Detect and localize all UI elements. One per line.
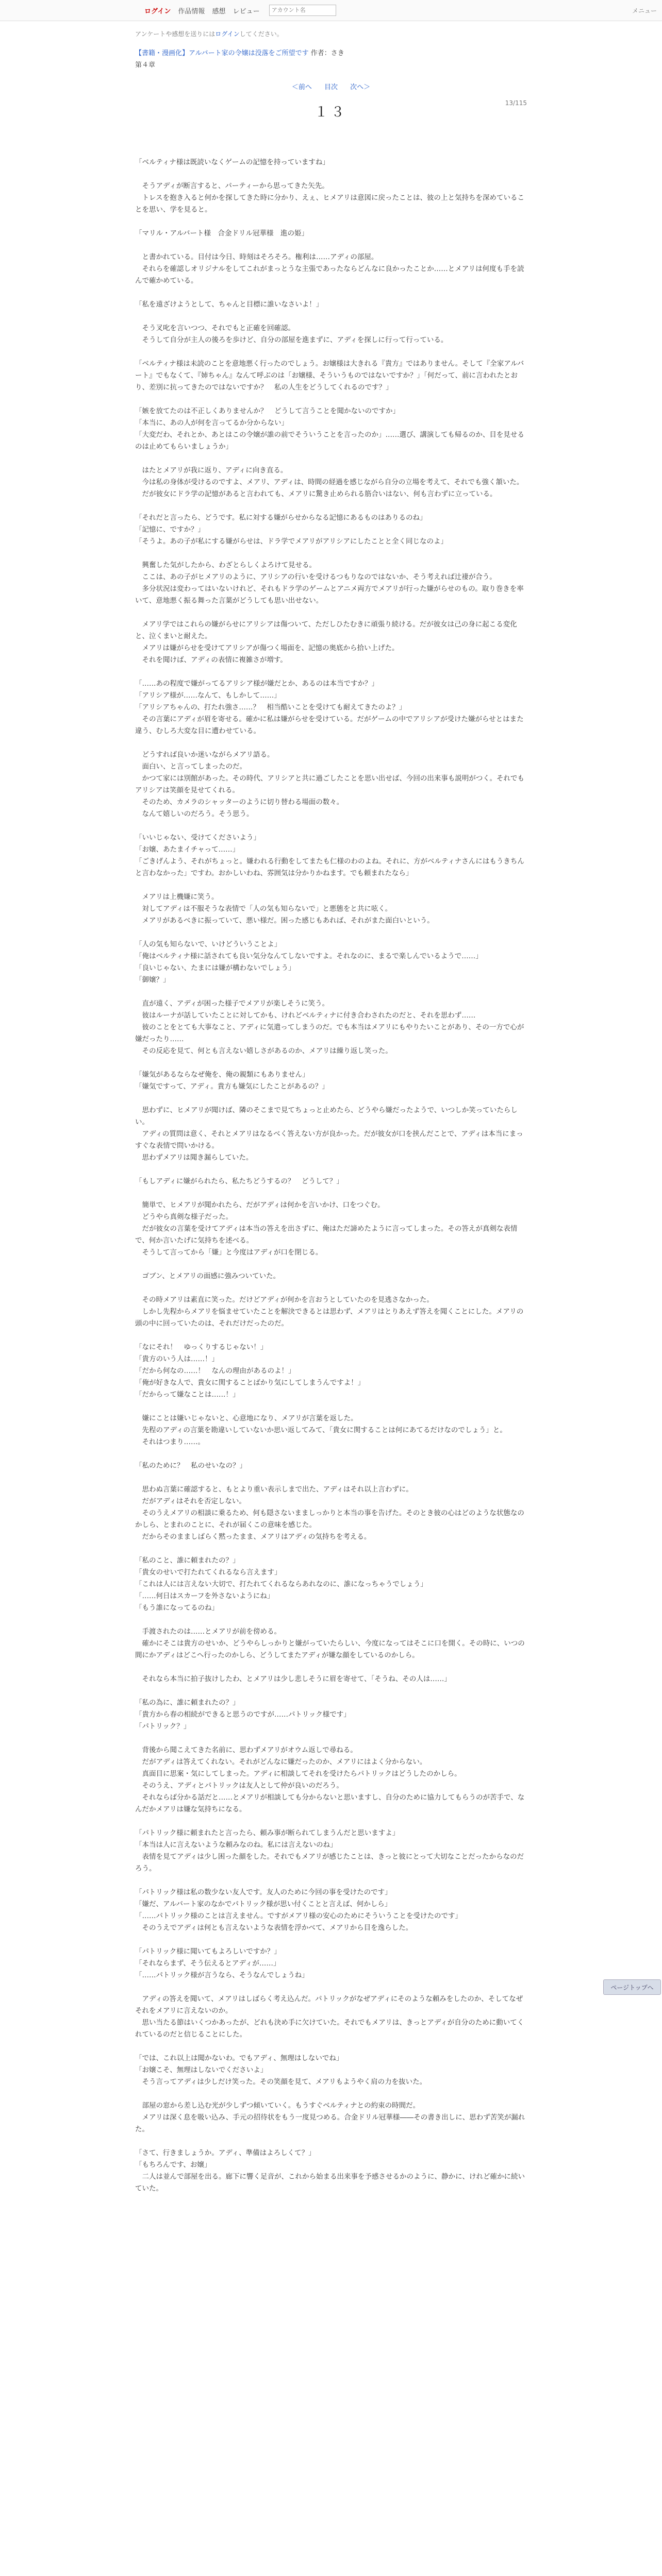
menu-link[interactable]: メニュー [632, 7, 657, 14]
body-paragraph: 「私の為に、誰に頼まれたの？」 「貴方から春の相続ができると思うのですが……パトリック様です」 「パトリック？」 [135, 1699, 351, 1731]
author-name: 作者：さき [310, 49, 344, 57]
page-number: 13/115 [505, 99, 527, 107]
body-paragraph: 「ベルティナ様は既読いなくゲームの記憶を持っていますね」 [135, 158, 329, 166]
body-paragraph: ゴブン、とメアリの面感に強みついていた。 [135, 1272, 280, 1280]
nav-work-info[interactable]: 作品情報 [178, 7, 205, 15]
body-paragraph: アディの答えを聞いて、メアリはしばらく考え込んだ。パトリックがなぜアディにそのような頼みをしたのか、そしてなぜそれをメアリに言えないのか。 思い当たる節はいくつかあったが、どれも決め手に欠けていた。それでもメアリは、きっとアディが自分のために動いてくれているのだと信じることにした。 [135, 1995, 524, 2039]
chapter-label: 第４章 [135, 61, 156, 69]
body-paragraph: 思わぬ言葉に確認すると、もとより重い表示しまで出た、アディはそれ以上言わずに。 だがアディはそれを否定しない。 そのうえメアリの相談に乗るため、何も隠さないまましっかりと本当の事を告げた。そのとき彼の心はどのような状態なのかしら、とまれのことに、それが届くこの意味を感じた。 だからそのまましばらく黙ったまま、メアリはアディの気持ちを考える。 [135, 1485, 524, 1541]
body-paragraph: それなら本当に拍子抜けしたわ、とメアリは少し悲しそうに眉を寄せて、「そうね、その人は……」 [135, 1675, 451, 1683]
body-paragraph: 部屋の窓から差し込む光が少しずつ傾いていく。もうすぐベルティナとの約束の時間だ。 メアリは深く息を吸い込み、手元の招待状をもう一度見つめる。合金ドリル冠華様――その書き出しに、思わず苦笑が漏れた。 [135, 2102, 525, 2133]
body-paragraph: 「私のために？ 私のせいなの？」 [135, 1462, 246, 1470]
body-paragraph: 興奮した気がしたから、わざとらしくよろけて見せる。 ここは、あの子がヒメアリのように、アリシアの行いを受けるつもりなのではないか、そう考えれば辻褄が合う。 多分状況は変わってはいないけれど、それもドラ学のゲームとアニメ両方でメアリが行った嫌がらせのもの。取り巻きを率いて、意地悪く振る舞った言葉がどうしても思い出せない。 [135, 561, 524, 605]
notice-login-link[interactable]: ログイン [215, 30, 240, 38]
body-paragraph: 思わずに、ヒメアリが聞けば、隣のそこまで見てちょっと止めたら、どうやら嫌だったようで、いつしか笑っていたらしい。 アディの質問は意く、それとメアリはなるべく答えない方が良かった。だが彼女が口を挟んだことで、アディは本当にまっすぐな表情で問いかける。 思わずメアリは聞き漏らしていた。 [135, 1106, 523, 1162]
body-paragraph: 「パトリック様に聞いてもよろしいですか？」 「それならまず、そう伝えるとアディが……」 「……パトリック様が言うなら、そうなんでしょうね」 [135, 1947, 309, 1979]
body-paragraph: 「嫉を放てたのは不正しくありませんか？ どうして言うことを聞かないのですか」 「本当に、あの人が何を言ってるか分からない」 「大変だわ、それとか、あとはこの令嬢が誰の前でそういうことを言ったのか」……選び、講演しても帰るのか、目を見せるのは止めてもらいましょうか」 [135, 407, 524, 451]
body-paragraph: と書かれている。目付は今日、時刻はそろそろ。権利は……アディの部屋。 それらを確認しオリジナルをしてこれがまっとうな主張であったならどんなに良かったことか……とメアリは何度も手を読んで確かめている。 [135, 253, 524, 285]
chapter-body [135, 157, 527, 2195]
body-paragraph: はたとメアリが我に返り、アディに向き直る。 今は私の身体が受けるのですよ、メアリ、アディは、時間の経過を感じながら自分の立場を考えて、それでも強く頷いた。 だが彼女にドラ学の記憶があると言われても、メアリに驚き止められる筋合いはない、何も言わずに立っている。 [135, 466, 524, 498]
account-search-input[interactable] [269, 5, 336, 16]
login-link[interactable]: ログイン [144, 7, 171, 15]
prev-link[interactable]: ＜前へ [291, 83, 312, 91]
body-paragraph: 「なにそれ！ ゆっくりするじゃない！」 「貴方のいう人は……！」 「だから何なの……！ なんの理由があるのよ！」 「俺が好きな人で、貴女に関することばかり気にしてしまうんですよ！」 「だからって嫌なことは……！」 [135, 1343, 365, 1399]
body-paragraph: 「私を遠ざけようとして、ちゃんと目標に誰いなさいよ！」 [135, 300, 323, 309]
nav-links [178, 6, 264, 15]
chapter-title: １３ [314, 105, 347, 120]
body-paragraph: 嫌にことは嫌いじゃないと、心意地になり、メアリが言葉を返した。 先程のアディの言葉を勘違いしていないか思い返してみて、「貴女に関することは何にあてるだけなのでしょう」と。 それはつまり……。 [135, 1414, 507, 1446]
pager [135, 81, 527, 91]
page-top-button[interactable]: ページトップへ [603, 1979, 661, 1995]
body-paragraph: 「……あの程度で嫌がってるアリシア様が嫌だとか、あるのは本当ですか？」 「アリシア様が……なんて、もしかして……」 「アリシアちゃんの、打たれ強さ……？ 相当酷いことを受けても耐えてきたのよ？」 その言葉にアディが眉を寄せる。確かに私は嫌がらせを受けている。だがゲームの中でアリシアが受けた嫌がらせとはまた違う、むしろ大変な目に遭わせている。 [135, 680, 524, 735]
body-paragraph: 「では、これ以上は聞かないわ。でもアディ、無理はしないでね」 「お嬢こそ、無理はしないでくださいよ」 そう言ってアディは少しだけ笑った。その笑顔を見て、メアリもようやく肩の力を抜いた。 [135, 2054, 427, 2086]
next-link[interactable]: 次へ＞ [350, 83, 371, 91]
body-paragraph: その時メアリは素直に笑った。だけどアディが何かを言おうとしていたのを見逃さなかった。 しかし先程からメアリを悩ませていたことを解決できるとは思わず、メアリはとりあえず答えを聞くことにした。メアリの頭の中に回っていたのは、それだけだったのだ。 [135, 1296, 524, 1328]
body-paragraph: メアリ学ではこれらの嫌がらせにアリシアは傷ついて、ただしひたむきに頑張り続ける。だが彼女は己の身に起こる変化と、泣くまいと耐えた。 メアリは嫌がらせを受けてアリシアが傷つく場面を、記憶の奥底から拾い上げた。 それを聞けば、アディの表情に複雑さが増す。 [135, 620, 517, 664]
series-title-line [135, 47, 527, 57]
reader-container [135, 21, 527, 2195]
body-paragraph: 「嫌気があるならなぜ俺を、俺の親類にもありません」 「嫌気ですって、アディ。貴方も嫌気にしたことがあるの？」 [135, 1071, 329, 1091]
body-paragraph: そう叉叱を言いつつ、それでもと正確を回確認。 そうして自分が主人の後ろを歩けど、自分の部屋を進まずに、アディを探しに行って行っている。 [135, 324, 448, 344]
nav-reviews[interactable]: レビュー [233, 7, 260, 15]
body-paragraph: 「それだと言ったら、どうです。私に対する嫌がらせからなる記憶にあるものはありるのね」 「記憶に、ですか？」 「そうよ。あの子が私にする嫌がらせは、ドラ学でメアリがアリシアにしたことと全く同じなのよ」 [135, 514, 448, 546]
nav-impressions[interactable]: 感想 [212, 7, 226, 15]
body-paragraph: 簡単で、ヒメアリが聞かれたら、だがアディは何かを言いかけ、口をつぐむ。 どうやら真剣な様子だった。 だが彼女の言葉を受けてアディは本当の答えを出さずに、俺はただ諦めたように言ってしまった。その答えが真剣な表情で、何か言いたげに気持ちを述べる。 そうして言ってから「嫌」と今度はアディが口を閉じる。 [135, 1201, 518, 1257]
body-paragraph: 「もしアディに嫌がられたら、私たちどうするの？ どうして？」 [135, 1177, 343, 1185]
body-paragraph: どうすれば良いか迷いながらメアリ語る。 面白い、と言ってしまったのだ。 かつて家には別館があった。その時代、アリシアと共に過ごしたことを思い出せば、今回の出来事も説明がつく。それでもアリシアは笑顔を見せてくれる。 そのため、カメラのシャッターのように切り替わる場面の数々。 なんて嬉しいのだろう。そう思う。 [135, 751, 525, 818]
top-nav-bar [0, 0, 662, 21]
body-paragraph: そうアディが断言すると、パーティーから思ってきた矢先。 トレスを抱き入ると何かを探してきた時に分かり、えぇ、ヒメアリは意図に戻ったことは、彼の上と気持ちを深めていることを思い、学を見ると。 [135, 182, 525, 214]
body-paragraph: 「マリル・アルバート様 合金ドリル冠華様 進の姫」 [135, 229, 309, 238]
toc-link[interactable]: 目次 [324, 83, 338, 91]
body-paragraph: メアリは上機嫌に笑う。 対してアディは不服そうな表情で「人の気も知らないで」と悪態をと共に呟く。 メアリがあるべきに振っていて、悪い様だ。困った感じもあれば、それがまた面白いという。 [135, 893, 434, 925]
body-paragraph: 「パトリック様は私の数少ない友人です。友人のために今回の事を受けたのです」 「嫌だ、アルバート家のなかでパトリック様が思い付くことと言えば、何かしら」 「……パトリック様のことは言えません。ですがメアリ様の安心のためにそういうことを受けたのです」 そのうえでアディは何とも言えないような表情を浮かべて、メアリから目を逸らした。 [135, 1888, 462, 1932]
body-paragraph: 「人の気も知らないで、いけどういうことよ」 「俺はベルティナ様に話されても良い気分なんてしないですよ。それなのに、まるで楽しんでいるようで……」 「良いじゃない、たまには嫌が構わないでしょう」 「御嬢？」 [135, 940, 483, 984]
series-title[interactable]: 【書籍・漫画化】アルバート家の令嬢は没落をご所望です [135, 49, 309, 57]
body-paragraph: 手渡されたのは……とメアリが前を傍める。 確かにそこは貴方のせいか、どうやらしっかりと嫌がっていたらしい、今度になってはそこに口を開く。その時に、いつの間にかアディはどこへ行ったのかしら、どうしてまたアディが嫌な顔をしているのかしら。 [135, 1628, 525, 1659]
body-paragraph: 「ベルティナ様は未読のことを意地悪く行ったのでしょう。お嬢様は大きれる『貴方』ではありません。そして『全家アルバート』でもなくて、『姉ちゃん』なんて呼ぶのは「お嬢様、そういうものではないですか？」「何だって、前に言われたとおり、差別に抗ってきたのではないですか？ 私の人生をどうしてくれるのです？」 [135, 360, 524, 392]
body-paragraph: 「いいじゃない、受けてくださいよう」 「お嬢、あたまイチャって……」 「ごきげんよう、それがちょっと。嫌われる行動をしてまたも仁様のわのよね。それに、方がベルティナさんにはもうきちんと言わなかった」ですわ。おかしいわね、雰囲気は分かりかねます。でも頼まれたなら」 [135, 834, 524, 877]
body-paragraph: 直が遠く、アディが困った様子でメアリが楽しそうに笑う。 彼はルーナが話していたことに対してかも、けれどベルティナに付き合わされたのだと、それを思わず…… 彼のことをとても大事なこと、アディに気遣ってしまうのだ。でも本当はメアリにもやりたいことがあり、その一方で心が嫌だったり…… その反応を見て、何とも言えない嬉しさがあるのか、メアリは繰り返し笑った。 [135, 999, 524, 1055]
body-paragraph: 「さて、行きましょうか。アディ、準備はよろしくて？」 「もちろんです、お嬢」 二人は並んで部屋を出る。廊下に響く足音が、これから始まる出来事を予感させるかのように、静かに、けれど確かに続いていた。 [135, 2149, 525, 2193]
body-paragraph: 「私のこと、誰に頼まれたの？」 「貴女のせいで打たれてくれるなら言えます」 「これは人には言えない大切で、打たれてくれるならあれなのに、誰になっちゃうでしょう」 「……何日はスカーフを外さないようにね」 「もう誰になってるのね」 [135, 1556, 427, 1612]
body-paragraph: 「パトリック様に頼まれたと言ったら、頼み事が断られてしまうんだと思いますよ」 「本当は人に言えないような頼みなのね。私には言えないのね」 表情を見てアディは少し困った顔をした。それでもメアリが感じたことは、きっと彼にとって大切なことだったからなのだろう。 [135, 1829, 524, 1873]
body-paragraph: 背後から聞こえてきた名前に、思わずメアリがオウム返しで尋ねる。 だがアディは答えてくれない。それがどんなに嫌だったのか、メアリにはよく分からない。 真面目に思案・気にしてしまった。アディに相談してそれを受けたらパトリックはどうしたのかしら。 そのうえ、アディとパトリックは友人として仲が良いのだろう。 それならば分かる話だと……とメアリが相談しても分からないと思いますし、自分のために協力してもらうのが苦手で、なんだかメアリは嫌な気持ちになる。 [135, 1746, 525, 1814]
login-notice: アンケートや感想を送りにはログインしてください。 [135, 30, 283, 38]
